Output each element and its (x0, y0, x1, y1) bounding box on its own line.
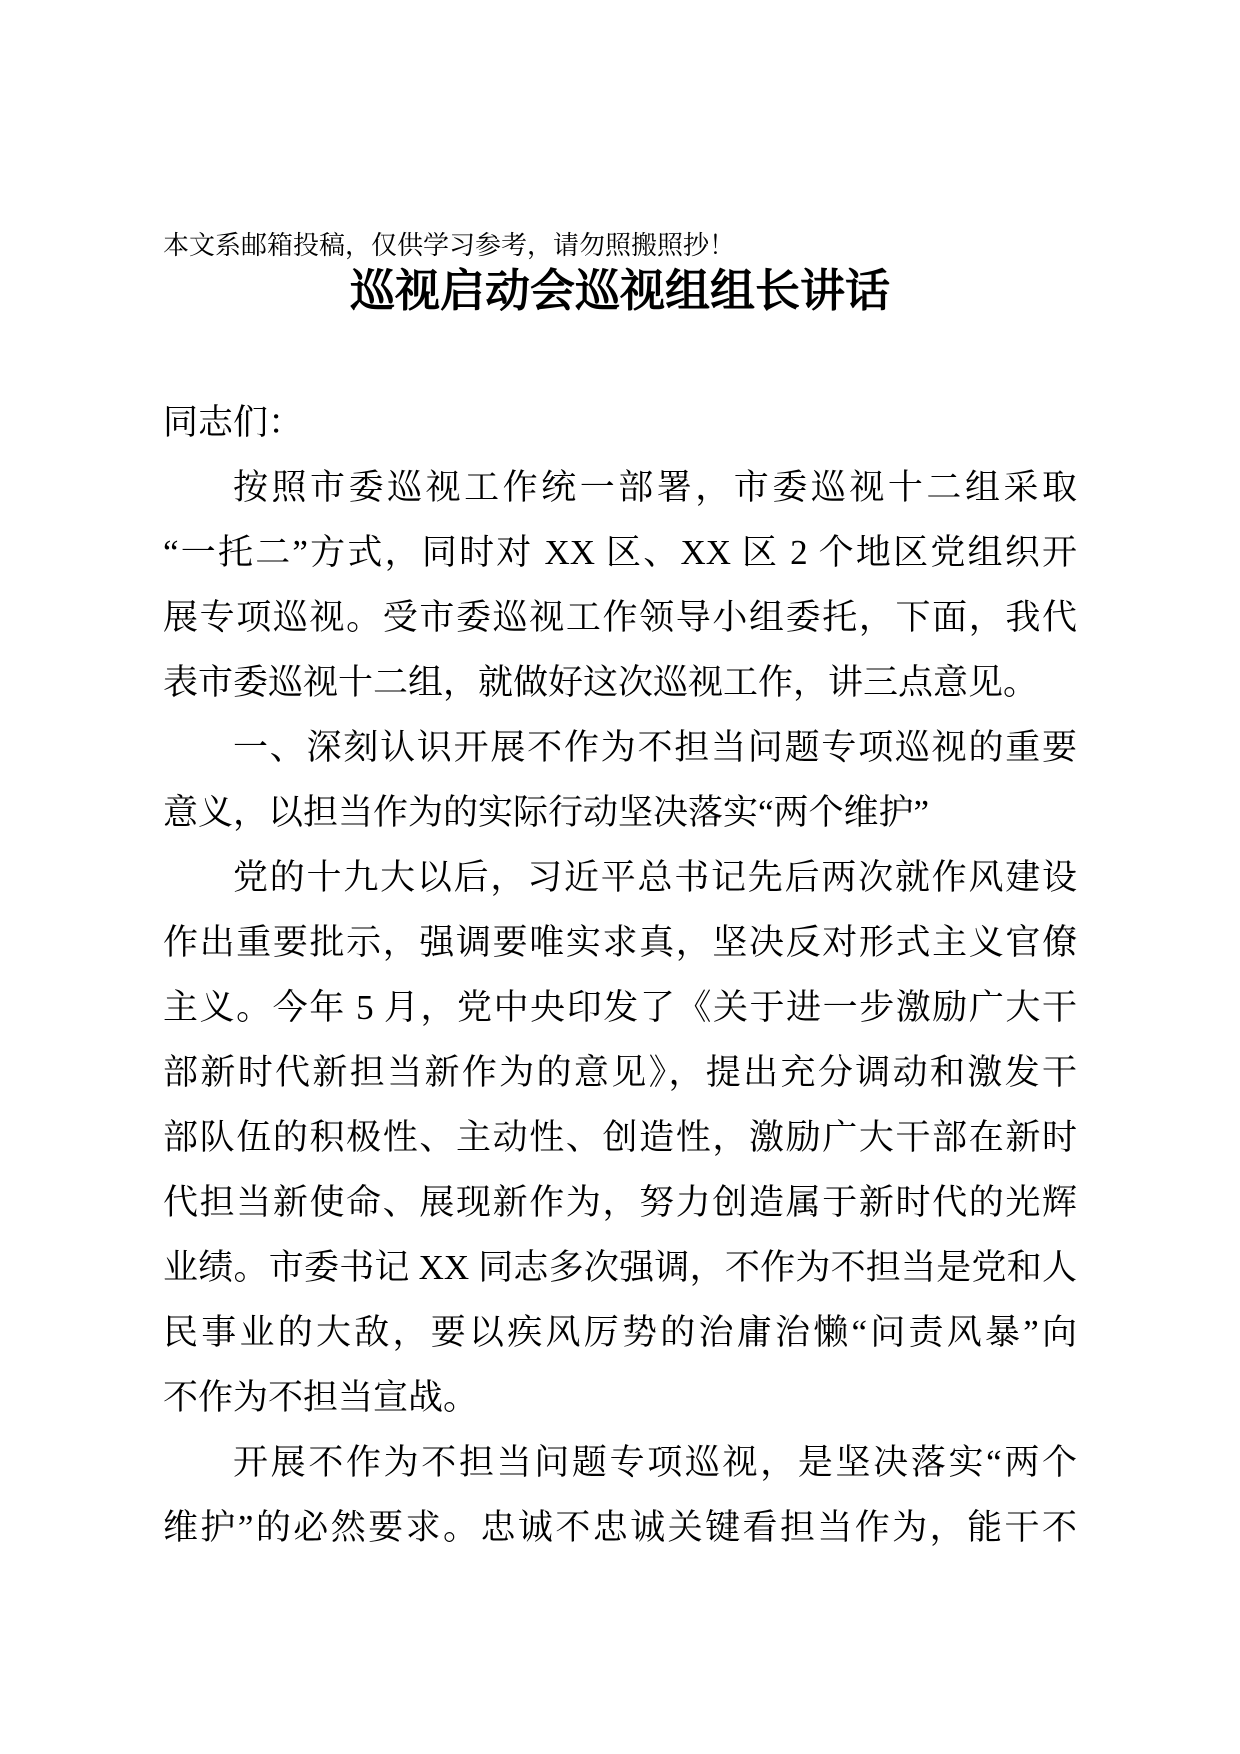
body-line: 党的十九大以后，习近平总书记先后两次就作风建设 (233, 858, 1077, 897)
body-line: 业绩。市委书记 XX 同志多次强调，不作为不担当是党和人 (163, 1248, 1077, 1287)
body-line: 民事业的大敌，要以疾风厉势的治庸治懒“问责风暴”向 (163, 1313, 1077, 1352)
body-line: 作出重要批示，强调要唯实求真，坚决反对形式主义官僚 (163, 923, 1077, 962)
body-line: 按照市委巡视工作统一部署，市委巡视十二组采取 (233, 468, 1077, 507)
body-line: 不作为不担当宣战。 (163, 1378, 479, 1417)
body-line: 部队伍的积极性、主动性、创造性，激励广大干部在新时 (163, 1118, 1077, 1157)
body-line: “一托二”方式，同时对 XX 区、XX 区 2 个地区党组织开 (163, 533, 1077, 572)
document-title: 巡视启动会巡视组组长讲话 (349, 266, 890, 316)
body-line: 表市委巡视十二组，就做好这次巡视工作，讲三点意见。 (163, 663, 1039, 702)
body-line: 展专项巡视。受市委巡视工作领导小组委托，下面，我代 (163, 598, 1077, 637)
body-line: 维护”的必然要求。忠诚不忠诚关键看担当作为，能干不 (163, 1508, 1077, 1547)
section-heading-line: 意义，以担当作为的实际行动坚决落实“两个维护” (163, 793, 930, 832)
body-line: 部新时代新担当新作为的意见》，提出充分调动和激发干 (163, 1053, 1077, 1092)
section-heading-line: 一、深刻认识开展不作为不担当问题专项巡视的重要 (233, 728, 1077, 767)
body-line: 开展不作为不担当问题专项巡视，是坚决落实“两个 (233, 1443, 1077, 1482)
document-body (163, 390, 1077, 1560)
body-line-salutation: 同志们： (163, 403, 304, 442)
body-line: 主义。今年 5 月，党中央印发了《关于进一步激励广大干 (163, 988, 1077, 1027)
note-disclaimer: 本文系邮箱投稿，仅供学习参考，请勿照搬照抄！ (163, 231, 736, 260)
body-line: 代担当新使命、展现新作为，努力创造属于新时代的光辉 (163, 1183, 1077, 1222)
